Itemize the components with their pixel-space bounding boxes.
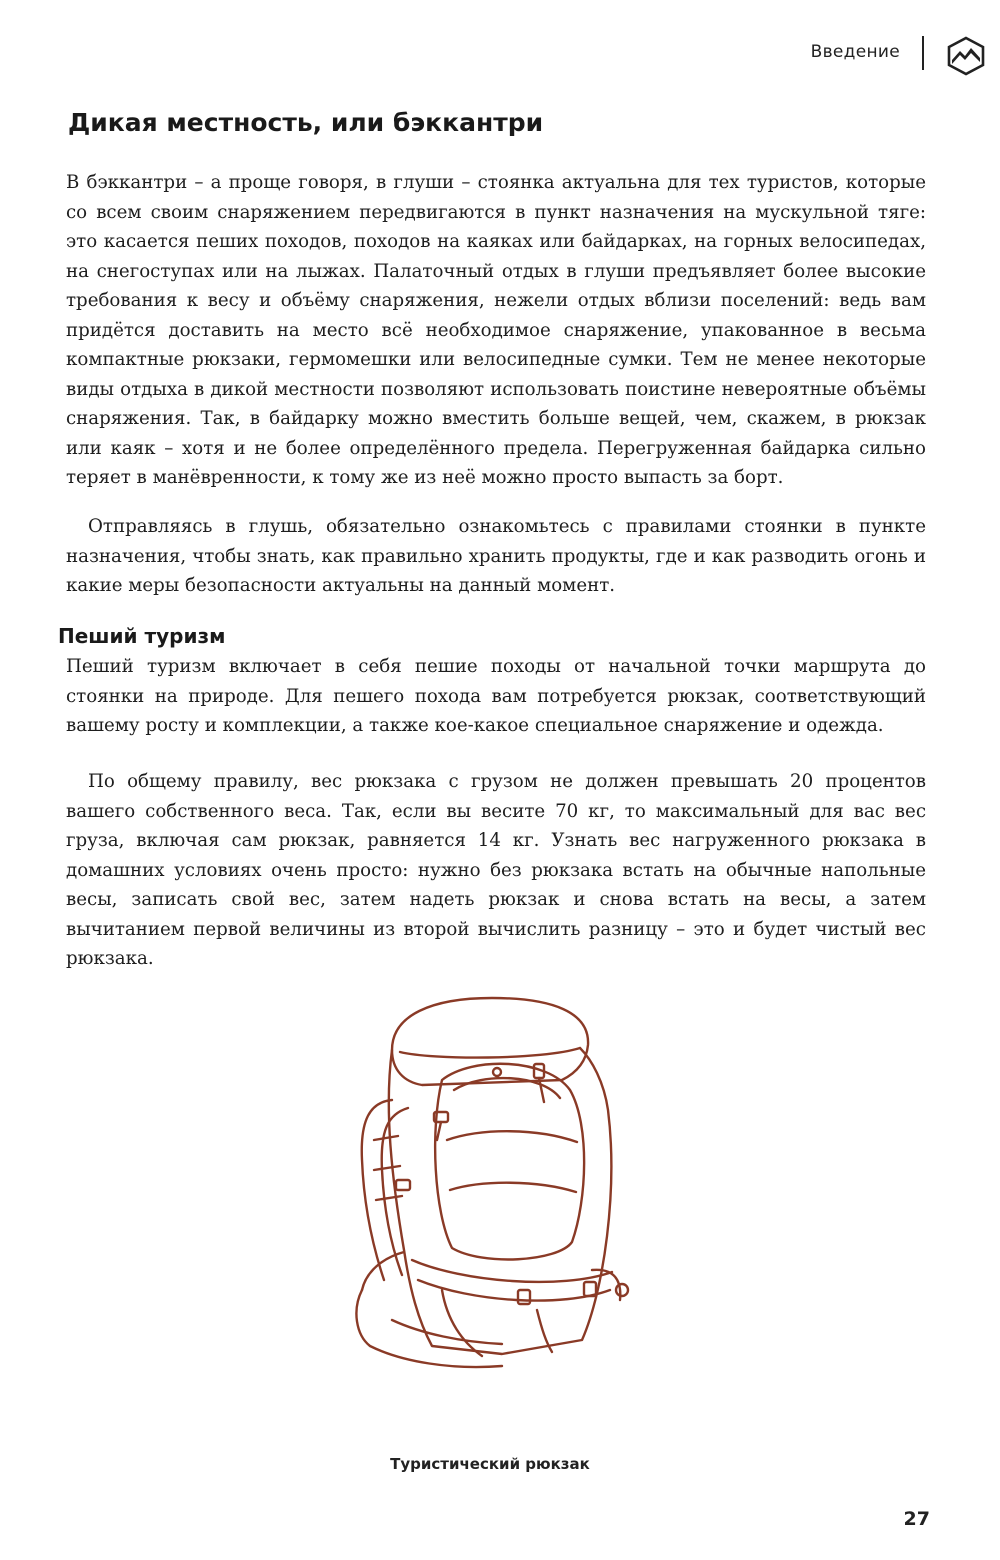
paragraph-backcountry-2: Отправляясь в глушь, обязательно ознакомьтесь с правилами стоянки в пункте назначения, чтобы знать, как правильно хранить продукты, где и как разводить огонь и какие меры безопасности актуальны на данный момент. (66, 516, 926, 596)
running-head-title: Введение (810, 42, 900, 62)
paragraph-backcountry-1: В бэккантри – а проще говоря, в глуши – стоянка актуальна для тех туристов, которые со всем своим снаряжением передвигаются в пункт назначения на мускульной тяге: это касается пеших походов, походов на каяках или байдарках, на горных велосипедах, на снегоступах или на лыжах. Палаточный отдых в глуши предъявляет более высокие требования к весу и объёму снаряжения, нежели отдых вблизи поселений: ведь вам придётся доставить на место всё необходимое снаряжение, упакованное в весьма компактные рюкзаки, гермомешки или велосипедные сумки. Тем не менее некоторые виды отдыха в дикой местности позволяют использовать поистине невероятные объёмы снаряжения. Так, в байдарку можно вместить больше вещей, чем, скажем, в рюкзак или каяк – хотя и не более определённого предела. Перегруженная байдарка сильно теряет в манёвренности, к тому же из неё можно просто выпасть за борт. (66, 172, 926, 488)
section-title: Дикая местность, или бэккантри (68, 108, 544, 137)
paragraph-hiking-2: По общему правилу, вес рюкзака с грузом не должен превышать 20 процентов вашего собственного веса. Так, если вы весите 70 кг, то максимальный для вас вес груза, включая сам рюкзак, равняется 14 кг. Узнать вес нагруженного рюкзака в домашних условиях очень просто: нужно без рюкзака встать на обычные напольные весы, записать свой вес, затем надеть рюкзак и снова встать на весы, а затем вычитанием первой величины из второй вычислить разницу – это и будет чистый вес рюкзака. (66, 771, 926, 969)
backpack-illustration (322, 990, 662, 1380)
page-number: 27 (903, 1508, 930, 1530)
header-divider (922, 36, 924, 70)
mountain-icon (946, 36, 986, 76)
paragraph-hiking-1: Пеший туризм включает в себя пешие походы от начальной точки маршрута до стоянки на природе. Для пешего похода вам потребуется рюкзак, соответствующий вашему росту и комплекции, а также кое-какое специальное снаряжение и одежда. (66, 656, 926, 736)
subsection-title: Пеший туризм (58, 624, 226, 648)
figure-caption: Туристический рюкзак (390, 1455, 590, 1473)
